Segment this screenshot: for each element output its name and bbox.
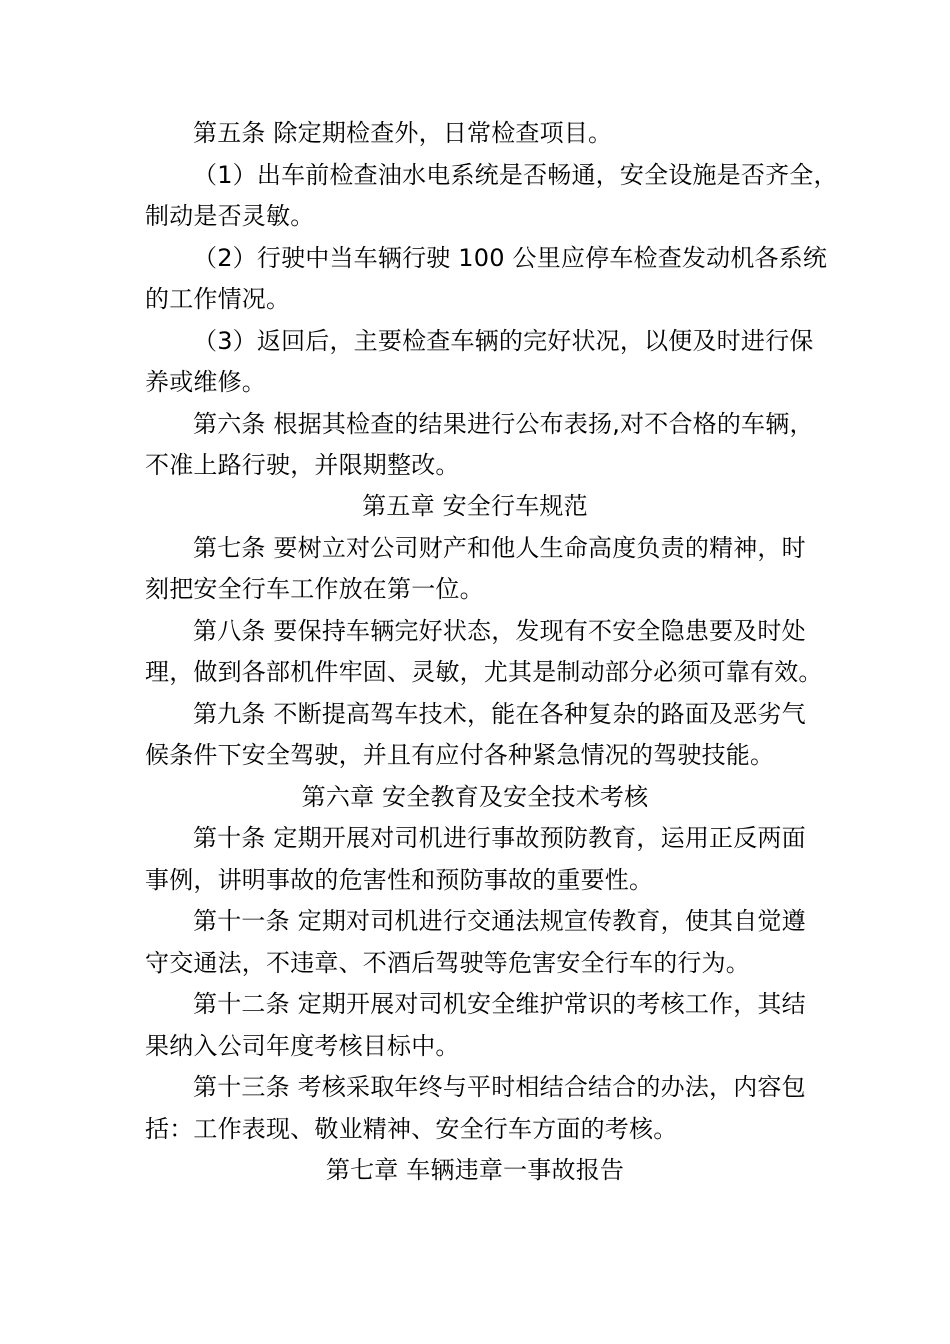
chapter-6-heading: 第六章 安全教育及安全技术考核 bbox=[301, 783, 649, 811]
article-11-line-2: 守交通法，不违章、不酒后驾驶等危害安全行车的行为。 bbox=[145, 949, 750, 977]
article-10-line-1: 第十条 定期开展对司机进行事故预防教育，运用正反两面 bbox=[193, 824, 806, 852]
chapter-5-heading: 第五章 安全行车规范 bbox=[362, 492, 588, 520]
article-9-line-2: 候条件下安全驾驶，并且有应付各种紧急情况的驾驶技能。 bbox=[145, 741, 775, 769]
item-3-line-1: （3）返回后，主要检查车辆的完好状况，以便及时进行保 bbox=[193, 327, 814, 355]
article-6-line-2: 不准上路行驶，并限期整改。 bbox=[145, 451, 460, 479]
item-2-line-1: （2）行驶中当车辆行驶 100 公里应停车检查发动机各系统 bbox=[193, 244, 828, 272]
article-13-line-2: 括：工作表现、敬业精神、安全行车方面的考核。 bbox=[145, 1115, 678, 1143]
article-9-line-1: 第九条 不断提高驾车技术，能在各种复杂的路面及恶劣气 bbox=[193, 700, 806, 728]
article-13-line-1: 第十三条 考核采取年终与平时相结合结合的办法，内容包 bbox=[193, 1073, 806, 1101]
article-12-line-1: 第十二条 定期开展对司机安全维护常识的考核工作，其结 bbox=[193, 990, 806, 1018]
chapter-7-heading: 第七章 车辆违章一事故报告 bbox=[325, 1156, 625, 1184]
article-12-line-2: 果纳入公司年度考核目标中。 bbox=[145, 1032, 460, 1060]
article-11-line-1: 第十一条 定期对司机进行交通法规宣传教育，使其自觉遵 bbox=[193, 907, 806, 935]
item-1-line-1: （1）出车前检查油水电系统是否畅通，安全设施是否齐全， bbox=[193, 161, 838, 189]
item-1-line-2: 制动是否灵敏。 bbox=[145, 202, 315, 230]
item-2-line-2: 的工作情况。 bbox=[145, 285, 291, 313]
article-10-line-2: 事例，讲明事故的危害性和预防事故的重要性。 bbox=[145, 866, 654, 894]
article-5-line-1: 第五条 除定期检查外，日常检查项目。 bbox=[193, 119, 613, 147]
article-7-line-2: 刻把安全行车工作放在第一位。 bbox=[145, 575, 484, 603]
article-8-line-1: 第八条 要保持车辆完好状态，发现有不安全隐患要及时处 bbox=[193, 617, 806, 645]
article-6-line-1: 第六条 根据其检查的结果进行公布表扬,对不合格的车辆， bbox=[193, 410, 814, 438]
article-8-line-2: 理，做到各部机件牢固、灵敏，尤其是制动部分必须可靠有效。 bbox=[145, 658, 823, 686]
article-7-line-1: 第七条 要树立对公司财产和他人生命高度负责的精神，时 bbox=[193, 534, 806, 562]
item-3-line-2: 养或维修。 bbox=[145, 368, 266, 396]
